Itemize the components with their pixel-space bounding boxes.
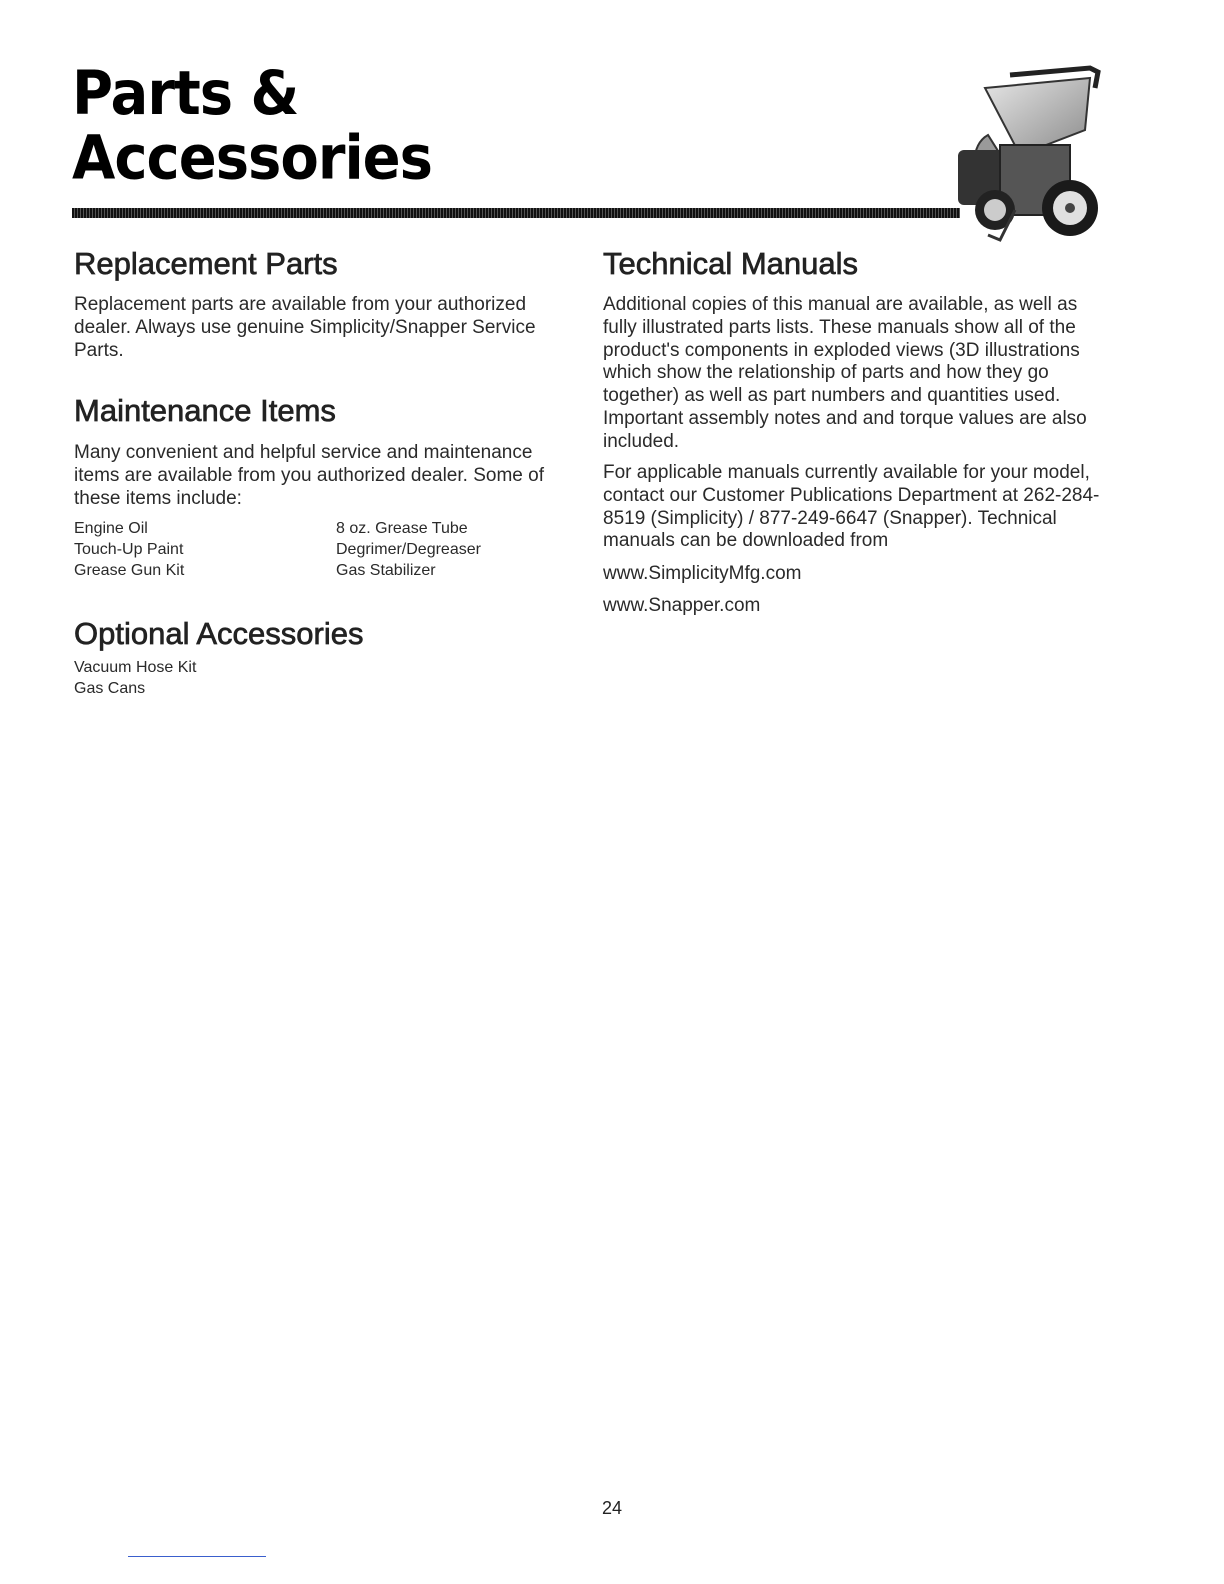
- page-title-line-1: Parts &: [72, 58, 299, 129]
- simplicity-url: www.SimplicityMfg.com: [603, 563, 802, 584]
- footer-line: [128, 1556, 266, 1557]
- snapper-url: www.Snapper.com: [603, 595, 761, 616]
- maintenance-list-col-2: [336, 518, 481, 581]
- replacement-parts-text: Replacement parts are available from your authorized dealer. Always use genuine Simplicity/Snapper Service Parts.: [74, 294, 536, 361]
- list-item: Degrimer/Degreaser: [336, 541, 481, 558]
- page-title-line-2: Accessories: [72, 123, 432, 194]
- optional-accessories-list: [74, 657, 196, 699]
- list-item: Gas Cans: [74, 680, 146, 697]
- list-item: Grease Gun Kit: [74, 562, 185, 579]
- optional-accessories-heading: Optional Accessories: [74, 616, 364, 651]
- list-item: Engine Oil: [74, 520, 148, 537]
- list-item: 8 oz. Grease Tube: [336, 520, 468, 537]
- technical-manuals-heading: Technical Manuals: [603, 246, 859, 281]
- page-title: [72, 58, 432, 194]
- technical-manuals-para-2: For applicable manuals currently available for your model, contact our Customer Publications Department at 262-284-8519 (Simplicity) / 877-249-6647 (Snapper). Technical manuals can be downloaded from: [603, 462, 1100, 552]
- header-divider: [72, 208, 960, 218]
- list-item: Vacuum Hose Kit: [74, 659, 197, 676]
- maintenance-items-text: Many convenient and helpful service and maintenance items are available from you authorized dealer. Some of these items include:: [74, 442, 544, 509]
- list-item: Touch-Up Paint: [74, 541, 184, 558]
- hopper: [985, 78, 1090, 155]
- replacement-parts-heading: Replacement Parts: [74, 246, 338, 281]
- list-item: Gas Stabilizer: [336, 562, 436, 579]
- chipper-shredder-image: [940, 60, 1120, 250]
- technical-manuals-para-1: Additional copies of this manual are available, as well as fully illustrated parts lists. These manuals show all of the product's components in exploded views (3D illustrations which show the relationship of parts and how they go together) as well as part numbers and quantities used. Important assembly notes and and torque values are also included.: [603, 294, 1087, 452]
- page-number: 24: [601, 1498, 623, 1518]
- maintenance-list-col-1: [74, 518, 184, 581]
- maintenance-items-heading: Maintenance Items: [74, 393, 336, 428]
